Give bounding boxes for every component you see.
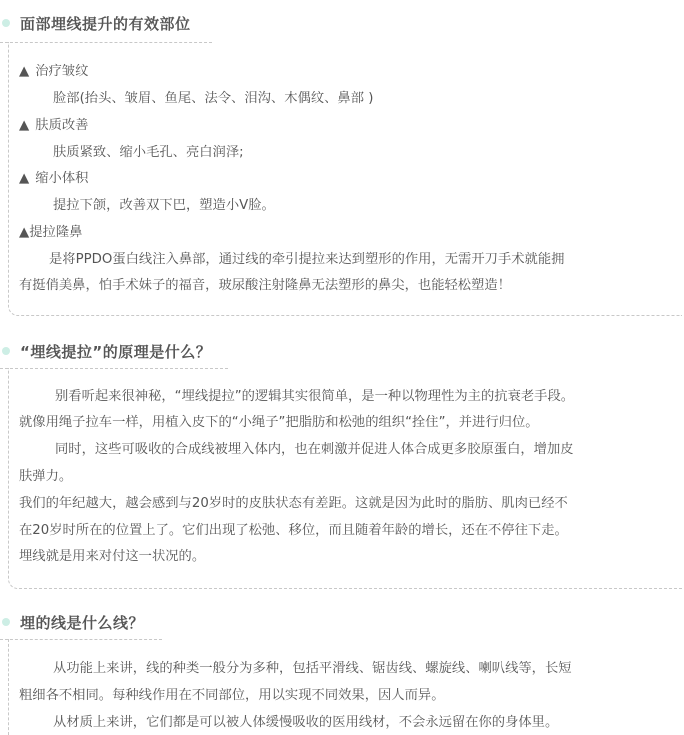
section-content <box>8 368 682 589</box>
paragraph-line: 就像用绳子拉车一样，用植入皮下的“小绳子”把脂肪和松弛的组织“拴住”，并进行归位。 <box>19 415 539 430</box>
item-heading: ▲ 肤质改善 <box>19 116 88 136</box>
paragraph-line: 肤弹力。 <box>19 469 73 484</box>
section-heading <box>0 610 144 634</box>
section-title: 面部埋线提升的有效部位 <box>20 14 191 33</box>
paragraph-line: 埋线就是用来对付这一状况的。 <box>19 549 206 564</box>
paragraph-line: 在20岁时所在的位置上了。它们出现了松弛、移位，而且随着年龄的增长，还在不停往下走。 <box>19 523 568 538</box>
triangle-icon: ▲ <box>19 64 30 79</box>
section-title: 埋的线是什么线？ <box>20 613 145 632</box>
paragraph-line: 别看听起来很神秘，“埋线提拉”的逻辑其实很简单，是一种以物理性为主的抗衰老手段。 <box>55 389 575 404</box>
paragraph-line: 从材质上来讲，它们都是可以被人体缓慢吸收的医用线材，不会永远留在你的身体里。 <box>53 715 559 730</box>
item-heading: ▲ 治疗皱纹 <box>19 62 88 82</box>
item-body: 有挺俏美鼻，怕手术妹子的福音，玻尿酸注射隆鼻无法塑形的鼻尖，也能轻松塑造！ <box>19 278 511 293</box>
bullet-dot-icon <box>2 347 10 355</box>
item-body: 是将PPDO蛋白线注入鼻部，通过线的牵引提拉来达到塑形的作用，无需开刀手术就能拥 <box>49 252 565 267</box>
paragraph-line: 我们的年纪越大，越会感到与20岁时的皮肤状态有差距。这就是因为此时的脂肪、肌肉已经不 <box>19 496 568 511</box>
triangle-icon: ▲ <box>19 171 30 186</box>
section-content <box>8 42 682 316</box>
section-title: “埋线提拉”的原理是什么？ <box>20 342 212 361</box>
paragraph-line: 同时，这些可吸收的合成线被埋入体内，也在刺激并促进人体合成更多胶原蛋白，增加皮 <box>55 442 574 457</box>
item-body: 肤质紧致、缩小毛孔、亮白润泽; <box>53 145 244 160</box>
item-heading: ▲提拉隆鼻 <box>19 225 83 240</box>
item-body: 提拉下颌，改善双下巴，塑造小V脸。 <box>53 198 275 213</box>
triangle-icon: ▲ <box>19 118 30 133</box>
triangle-icon: ▲ <box>19 225 30 240</box>
section-heading <box>0 11 191 35</box>
section-content <box>8 639 682 735</box>
item-body: 脸部(抬头、皱眉、鱼尾、法令、泪沟、木偶纹、鼻部 ) <box>53 91 374 106</box>
paragraph-line: 粗细各不相同。每种线作用在不同部位，用以实现不同效果，因人而异。 <box>19 688 445 703</box>
item-heading: ▲ 缩小体积 <box>19 169 88 189</box>
paragraph-line: 从功能上来讲，线的种类一般分为多种，包括平滑线、锯齿线、螺旋线、喇叭线等，长短 <box>53 661 572 676</box>
bullet-dot-icon <box>2 19 10 27</box>
section-heading <box>0 339 211 363</box>
bullet-dot-icon <box>2 618 10 626</box>
